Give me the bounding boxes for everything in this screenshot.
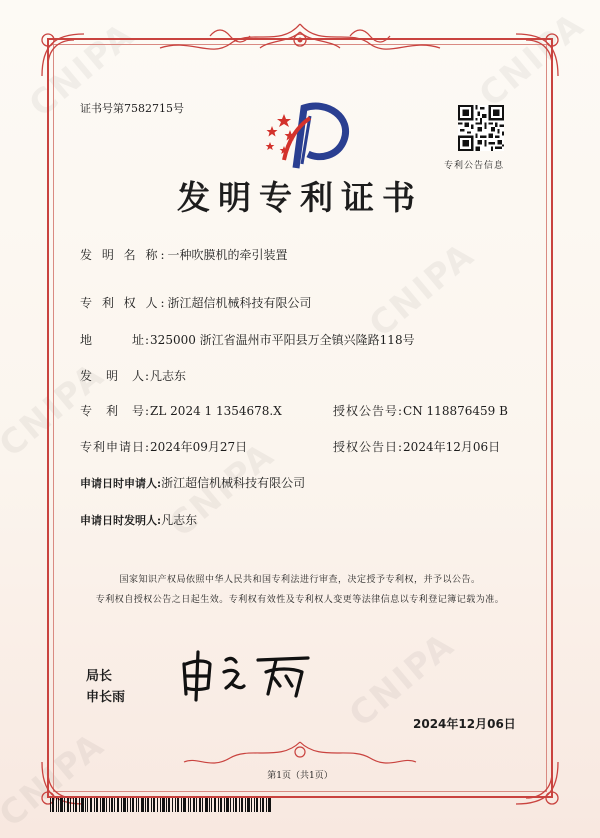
notice-line-2: 专利权自授权公告之日起生效。专利权有效性及专利权人变更等法律信息以专利登记簿记载为准。 xyxy=(95,595,505,605)
field-value: 2024年09月27日 xyxy=(150,440,248,454)
field-label: 授权公告号: xyxy=(333,404,404,418)
page-title: 发明专利证书 xyxy=(177,178,423,217)
field-value: 一种吹膜机的牵引装置 xyxy=(167,248,288,262)
corner-ornament-tr xyxy=(506,26,566,86)
field-value: 2024年12月06日 xyxy=(403,440,501,454)
field-inventor-at-filing xyxy=(80,511,197,528)
field-label: 发 明 名 称: xyxy=(80,248,168,262)
page-number: 第1页（共1页） xyxy=(267,771,333,781)
field-label: 发 明 人: xyxy=(80,369,151,383)
cnipa-logo-icon xyxy=(258,100,354,170)
field-label: 专 利 权 人: xyxy=(80,296,168,310)
field-label: 地 址: xyxy=(80,333,151,347)
director-title: 局长 xyxy=(86,669,113,684)
field-patentee xyxy=(80,294,312,311)
barcode-icon xyxy=(50,798,272,812)
field-label: 专 利 号: xyxy=(80,404,151,418)
corner-ornament-tl xyxy=(34,26,94,86)
director-name: 申长雨 xyxy=(86,690,126,705)
bottom-ornament xyxy=(180,738,420,772)
field-value: 凡志东 xyxy=(150,369,187,383)
issue-date: 2024年12月06日 xyxy=(413,717,516,731)
field-filing-date xyxy=(80,438,247,455)
qr-caption: 专利公告信息 xyxy=(444,161,505,171)
field-applicant-at-filing xyxy=(80,474,305,491)
field-grant-pub-number xyxy=(333,402,508,419)
field-label: 专利申请日: xyxy=(80,440,151,454)
field-label: 申请日时申请人: xyxy=(80,477,162,490)
field-inventor xyxy=(80,367,186,384)
field-patent-number xyxy=(80,402,282,419)
field-address xyxy=(80,331,415,348)
field-grant-pub-date xyxy=(333,438,500,455)
field-value: 浙江超信机械科技有限公司 xyxy=(161,476,306,490)
qr-code-icon[interactable] xyxy=(458,105,504,151)
director-signature xyxy=(176,650,316,702)
corner-ornament-br xyxy=(506,752,566,812)
field-value: ZL 2024 1 1354678.X xyxy=(150,404,282,418)
field-value: 浙江超信机械科技有限公司 xyxy=(167,296,312,310)
notice-line-1: 国家知识产权局依照中华人民共和国专利法进行审查，决定授予专利权，并予以公告。 xyxy=(119,575,481,585)
field-invention-name xyxy=(80,246,288,263)
field-label: 授权公告日: xyxy=(333,440,404,454)
field-value: 325000 浙江省温州市平阳县万全镇兴隆路118号 xyxy=(150,333,415,347)
certificate-number: 证书号第7582715号 xyxy=(80,102,184,115)
field-value: CN 118876459 B xyxy=(403,404,508,418)
field-value: 凡志东 xyxy=(161,513,198,527)
field-label: 申请日时发明人: xyxy=(80,514,162,527)
top-ornament xyxy=(150,18,450,58)
